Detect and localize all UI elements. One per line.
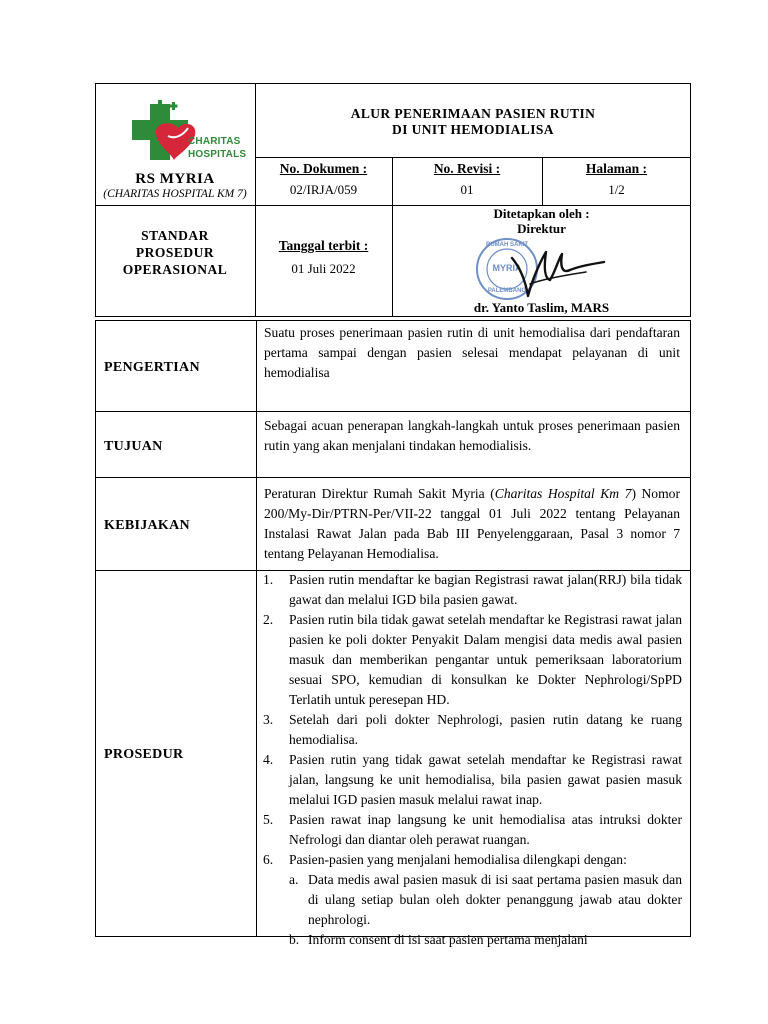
hospital-logo: [128, 98, 247, 168]
content-table: [95, 320, 691, 947]
stamp-top-text: RUMAH SAKIT: [486, 242, 528, 248]
stamp-center-text: MYRIA: [492, 263, 522, 273]
kebijakan-text-post: ) Nomor 200/My-Dir/PTRN-Per/VII-22 tanggal 01 Juli 2022 tentang Pelayanan Instalasi Rawat Jalan pada Bab III Penyelenggaraan, Pasal 3 nomor 7 tentang Pelayanan Hemodialisa.: [264, 486, 681, 561]
tujuan-label: TUJUAN: [104, 439, 163, 454]
hospital-subtitle: (CHARITAS HOSPITAL KM 7): [103, 188, 247, 200]
spo-title-line2: PROSEDUR: [135, 245, 215, 260]
revision-value: 01: [460, 182, 474, 197]
set-by-label: Ditetapkan oleh :: [493, 206, 590, 221]
spo-title-line1: STANDAR: [141, 228, 209, 243]
prosedur-list: [260, 570, 682, 950]
kebijakan-label: KEBIJAKAN: [104, 518, 190, 533]
hospital-name: RS MYRIA: [135, 171, 215, 187]
page-value: 1/2: [608, 182, 625, 197]
prosedur-steps: [260, 570, 682, 870]
issued-date-label: Tanggal terbit :: [278, 238, 369, 253]
prosedur-substep: a. Data medis awal pasien masuk di isi saat pertama pasien masuk dan di ulang setiap bulan oleh dokter penanggung jawab atau dokter nephrologi.: [289, 872, 682, 927]
prosedur-step: 3. Setelah dari poli dokter Nephrologi, pasien rutin datang ke ruang hemodialisa.: [263, 712, 682, 747]
prosedur-step: 4. Pasien rutin yang tidak gawat setelah mendaftar ke Registrasi rawat jalan, langsung ke unit hemodialisa, bila pasien gawat pasien masuk melalui IGD pasien masuk melalui rawat inap.: [263, 752, 682, 807]
director-signature: [500, 240, 610, 300]
prosedur-label: PROSEDUR: [104, 747, 184, 762]
issued-date-value: 01 Juli 2022: [291, 261, 356, 276]
row-divider-2: [96, 477, 690, 478]
page-label: Halaman :: [585, 161, 648, 176]
row-divider-1: [96, 411, 690, 412]
stamp-bottom-text: PALEMBANG: [487, 288, 527, 294]
logo-text-charitas: CHARITAS: [188, 136, 241, 147]
doc-number-label: No. Dokumen :: [279, 161, 368, 176]
kebijakan-text-pre: Peraturan Direktur Rumah Sakit Myria (: [264, 486, 495, 501]
revision-label: No. Revisi :: [433, 161, 501, 176]
signatory-name: dr. Yanto Taslim, MARS: [473, 300, 610, 315]
prosedur-step: 5. Pasien rawat inap langsung ke unit hemodialisa atas intruksi dokter Nefrologi dan diantar oleh perawat ruangan.: [263, 812, 682, 847]
prosedur-step: 6. Pasien-pasien yang menjalani hemodialisa dilengkapi dengan:: [263, 852, 627, 867]
document-title-line2: DI UNIT HEMODIALISA: [392, 122, 554, 137]
prosedur-step: 2. Pasien rutin bila tidak gawat setelah mendaftar ke Registrasi rawat jalan pasien ke poli dokter Penyakit Dalam mengisi data medis awal pasien masuk dan memberikan pengantar untuk pemeriksaan laboratorium sesuai SPO, kemudian di konsulkan ke Dokter Nephrologi/SpPD Terlatih untuk peresepan HD.: [263, 612, 682, 707]
document-title-line1: ALUR PENERIMAAN PASIEN RUTIN: [350, 106, 596, 121]
spo-title-line3: OPERASIONAL: [122, 262, 228, 277]
pengertian-text: Suatu proses penerimaan pasien rutin di unit hemodialisa dari pendaftaran pertama sampai dengan pasien selesai mendapat pelayanan di unit hemodialisa: [264, 325, 680, 380]
prosedur-step: 1. Pasien rutin mendaftar ke bagian Registrasi rawat jalan(RRJ) bila tidak gawat dan melalui IGD bila pasien gawat.: [263, 572, 682, 607]
header-divider-revision: [392, 157, 393, 317]
kebijakan-text: [264, 484, 680, 564]
kebijakan-text-italic: Charitas Hospital Km 7: [494, 486, 632, 501]
set-by-role: Direktur: [517, 221, 566, 236]
header-divider-title: [255, 157, 691, 158]
doc-number-value: 02/IRJA/059: [289, 182, 358, 197]
pengertian-label: PENGERTIAN: [104, 360, 200, 375]
content-divider-vertical: [256, 321, 257, 936]
prosedur-substep: b. Inform consent di isi saat pasien pertama menjalani: [289, 932, 588, 947]
logo-text-hospitals: HOSPITALS: [188, 149, 247, 160]
tujuan-text: Sebagai acuan penerapan langkah-langkah untuk proses penerimaan pasien rutin yang akan menjalani tindakan hemodialisis.: [264, 418, 680, 453]
